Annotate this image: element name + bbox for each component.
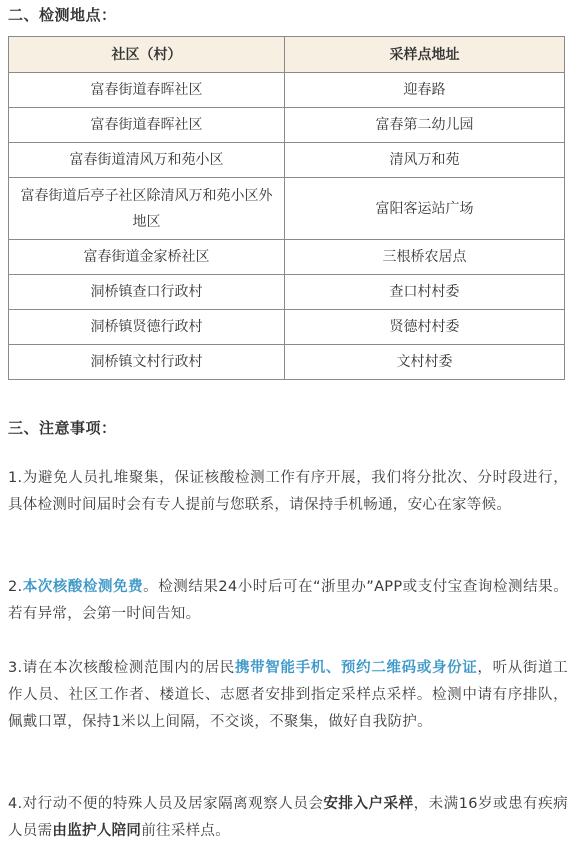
table-row bbox=[9, 275, 565, 310]
site-address-cell: 三根桥农居点 bbox=[285, 240, 565, 275]
site-address-cell: 富阳客运站广场 bbox=[285, 178, 565, 240]
note-paragraph-4 bbox=[8, 791, 568, 845]
note-2-prefix: 2. bbox=[8, 579, 23, 595]
note-3-text: ，听从街道工作人员、社区工作者、楼道长、志愿者安排到指定采样点采样。检测中请有序排队，佩戴口罩，保持1米以上间隔，不交谈，不聚集，做好自我防护。 bbox=[8, 660, 568, 730]
note-4-middle: ，未满16岁或患有疾病人员需 bbox=[8, 796, 568, 839]
community-cell: 富春街道后亭子社区除清风万和苑小区外地区 bbox=[9, 178, 285, 240]
note-4-prefix: 4.对行动不便的特殊人员及居家隔离观察人员会 bbox=[8, 796, 324, 812]
note-paragraph-2 bbox=[8, 574, 568, 628]
site-address-cell: 清风万和苑 bbox=[285, 143, 565, 178]
carry-items-highlight: 携带智能手机、预约二维码或身份证 bbox=[234, 660, 478, 676]
section-title-locations: 二、检测地点： bbox=[8, 6, 117, 24]
table-row bbox=[9, 143, 565, 178]
site-address-cell: 文村村委 bbox=[285, 345, 565, 380]
site-address-cell: 查口村村委 bbox=[285, 275, 565, 310]
community-cell: 富春街道清风万和苑小区 bbox=[9, 143, 285, 178]
sampling-sites-table bbox=[8, 36, 565, 380]
note-4-text: 前往采样点。 bbox=[141, 823, 231, 839]
free-test-highlight: 本次核酸检测免费 bbox=[22, 579, 144, 595]
community-cell: 富春街道金家桥社区 bbox=[9, 240, 285, 275]
note-2-text: 。检测结果24小时后可在“浙里办”APP或支付宝查询检测结果。若有异常，会第一时间告知。 bbox=[8, 579, 568, 622]
community-cell: 洞桥镇文村行政村 bbox=[9, 345, 285, 380]
table-row bbox=[9, 240, 565, 275]
guardian-emphasis: 由监护人陪同 bbox=[52, 823, 142, 839]
column-header-site-address: 采样点地址 bbox=[285, 37, 565, 73]
table-row bbox=[9, 310, 565, 345]
community-cell: 洞桥镇查口行政村 bbox=[9, 275, 285, 310]
note-3-prefix: 3.请在本次核酸检测范围内的居民 bbox=[8, 660, 235, 676]
section-title-notes: 三、注意事项： bbox=[8, 419, 117, 437]
column-header-community: 社区（村） bbox=[9, 37, 285, 73]
site-address-cell: 贤德村村委 bbox=[285, 310, 565, 345]
community-cell: 富春街道春晖社区 bbox=[9, 108, 285, 143]
site-address-cell: 富春第二幼儿园 bbox=[285, 108, 565, 143]
table-row bbox=[9, 178, 565, 240]
table-header-row bbox=[9, 37, 565, 73]
community-cell: 洞桥镇贤德行政村 bbox=[9, 310, 285, 345]
table-row bbox=[9, 73, 565, 108]
table-row bbox=[9, 345, 565, 380]
table-row bbox=[9, 108, 565, 143]
home-sampling-emphasis: 安排入户采样 bbox=[323, 796, 414, 812]
note-paragraph-3 bbox=[8, 655, 568, 736]
community-cell: 富春街道春晖社区 bbox=[9, 73, 285, 108]
note-paragraph-1: 1.为避免人员扎堆聚集，保证核酸检测工作有序开展，我们将分批次、分时段进行，具体检测时间届时会有专人提前与您联系，请保持手机畅通，安心在家等候。 bbox=[8, 470, 568, 513]
site-address-cell: 迎春路 bbox=[285, 73, 565, 108]
